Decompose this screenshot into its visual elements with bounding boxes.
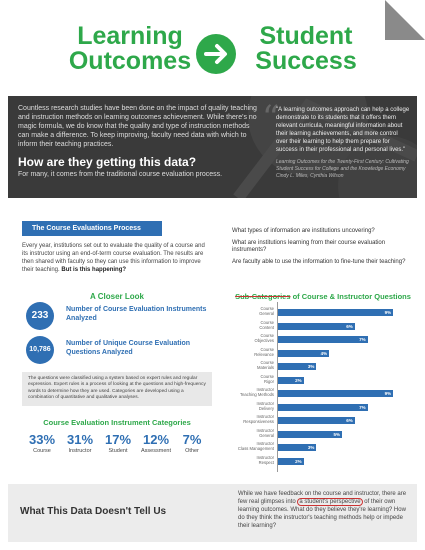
questions-list (232, 228, 412, 270)
stat-label: Number of Course Evaluation Instruments Analyzed (66, 306, 207, 322)
chart-category-label: Course Objectives (254, 333, 274, 343)
chart-row (216, 320, 412, 332)
intro-answer: For many, it comes from the traditional course evaluation process. (18, 171, 223, 178)
chart-title-rest: of Course & Instructor Questions (290, 292, 411, 301)
chart-category-label: Course General (259, 306, 274, 316)
title-left (60, 24, 200, 74)
quote-mark-icon: “ (262, 98, 280, 138)
chart-bar: 5% (278, 431, 342, 438)
chart-bar: 2% (278, 458, 304, 465)
chart-bar: 3% (278, 363, 316, 370)
category-label: Student (108, 448, 128, 454)
quote-citation: Learning Outcomes for the Twenty-First Century: Cultivating Student Success for College and the Knowledge Economy Cindy L. Miles, Cynthia Wilson (276, 159, 409, 179)
process-heading: The Course Evaluations Process (22, 221, 162, 236)
chart-row (216, 347, 412, 359)
footer-text-a: While we have feedback on the course and instructor, there are few real glimpses into (238, 491, 407, 505)
chart-row (216, 401, 412, 413)
chart-bar: 2% (278, 377, 304, 384)
question-item: Are faculty able to use the information to fine-tune their teaching? (232, 258, 406, 265)
chart-row (216, 455, 412, 467)
chart-row (216, 414, 412, 426)
chart-title-strike: Sub-Categories (235, 292, 291, 301)
chart-category-label: Instructor Class Management (237, 441, 274, 451)
stat-value: 233 (26, 302, 54, 330)
stat-label: Number of Unique Course Evaluation Questions Analyzed (66, 340, 191, 356)
chart-category-label: Instructor Responsiveness (243, 414, 274, 424)
category-instructor (60, 432, 100, 454)
process-body: Every year, institutions set out to evaluate the quality of a course and its instructor using an end-of-term course evaluation. The results are then shared with faculty so they can use this information to improve their teaching. (22, 243, 205, 273)
intro-question: How are they getting this data? (18, 155, 197, 169)
category-label: Instructor (68, 448, 92, 454)
footer-text (238, 490, 410, 530)
chart-row (216, 374, 412, 386)
category-pct: 31% (66, 432, 94, 447)
chart-bar: 6% (278, 417, 355, 424)
footer-text-b: of their own learning outcomes. What do they believe they're learning? How do they think the instructor's teaching methods help or impede their learning? (238, 499, 406, 529)
chart-bar: 4% (278, 350, 329, 357)
chart-bar: 9% (278, 390, 393, 397)
category-label: Assessment (141, 448, 171, 454)
category-pct: 33% (28, 432, 56, 447)
subcategory-bar-chart (216, 302, 412, 472)
chart-bar: 6% (278, 323, 355, 330)
chart-bar: 3% (278, 444, 316, 451)
chart-row (216, 387, 412, 399)
process-question: But is this happening? (61, 267, 127, 273)
stat-questions (26, 336, 216, 366)
categories-title: Course Evaluation Instrument Categories (43, 418, 191, 427)
chart-row (216, 428, 412, 440)
arrow-icon (196, 34, 236, 74)
quote-block (276, 106, 410, 180)
chart-row (216, 441, 412, 453)
chart-category-label: Instructor Delivery (256, 400, 274, 411)
method-note: The questions were classified using a system based on expert rules and regular expression. Expert rules is a process of looking at the questions and high-frequency words to determine how they are used. Categories are developed using a combination of quantitative and qualitative analyses. (22, 372, 212, 406)
footer-title: What This Data Doesn't Tell Us (20, 506, 167, 517)
chart-category-label: Instructor Respect (256, 454, 274, 465)
category-pct: 12% (142, 432, 170, 447)
category-label: Course (33, 448, 51, 454)
chart-row (216, 360, 412, 372)
title-success: Success (255, 47, 357, 75)
title-right (246, 24, 366, 74)
stat-instruments (26, 302, 216, 332)
category-course (22, 432, 62, 454)
chart-category-label: Course Relevance (254, 346, 274, 357)
category-other (172, 432, 212, 454)
chart-category-label: Course Materials (257, 360, 274, 370)
category-assessment (136, 432, 176, 454)
intro-band (8, 96, 417, 198)
closer-look-title: A Closer Look (90, 292, 144, 301)
stat-value: 10,786 (26, 336, 54, 364)
chart-category-label: Instructor General (256, 427, 274, 438)
page-title (0, 24, 425, 84)
chart-row (216, 306, 412, 318)
category-pct: 17% (104, 432, 132, 447)
question-item: What types of information are institutions uncovering? (232, 228, 375, 234)
chart-bar: 7% (278, 336, 368, 343)
category-student (98, 432, 138, 454)
chart-category-label: Course Content (259, 319, 274, 330)
title-learning: Learning (77, 22, 183, 50)
footer-text-highlight: a student's perspective (299, 499, 361, 505)
quote-text: "A learning outcomes approach can help a college demonstrate to its students that it offers them relevant curricula, meaningful information about their learning achievements, and more control over their learning to help them prepare for success in their professional and personal lives." (276, 107, 410, 153)
chart-category-label: Instructor Teaching Methods (240, 387, 274, 397)
chart-title (228, 292, 418, 301)
chart-bar: 9% (278, 309, 393, 316)
question-item: What are institutions learning from their course evaluation instruments? (232, 239, 386, 253)
category-label: Other (185, 448, 199, 454)
title-outcomes: Outcomes (68, 47, 192, 75)
category-pct: 7% (182, 432, 202, 447)
footer-band (8, 484, 417, 542)
process-text (22, 242, 212, 274)
intro-left (18, 104, 258, 178)
chart-bar: 7% (278, 404, 368, 411)
intro-text: Countless research studies have been done on the impact of quality teaching and instruction methods on learning outcomes achievement. While there's no magic formula, we do know that the quality and type of instruction methods can make a difference. To keep improving, faculty need data with which to inform their teaching practices. (18, 105, 257, 148)
title-student: Student (259, 22, 353, 50)
chart-category-label: Course Rigor (260, 373, 274, 384)
chart-row (216, 333, 412, 345)
